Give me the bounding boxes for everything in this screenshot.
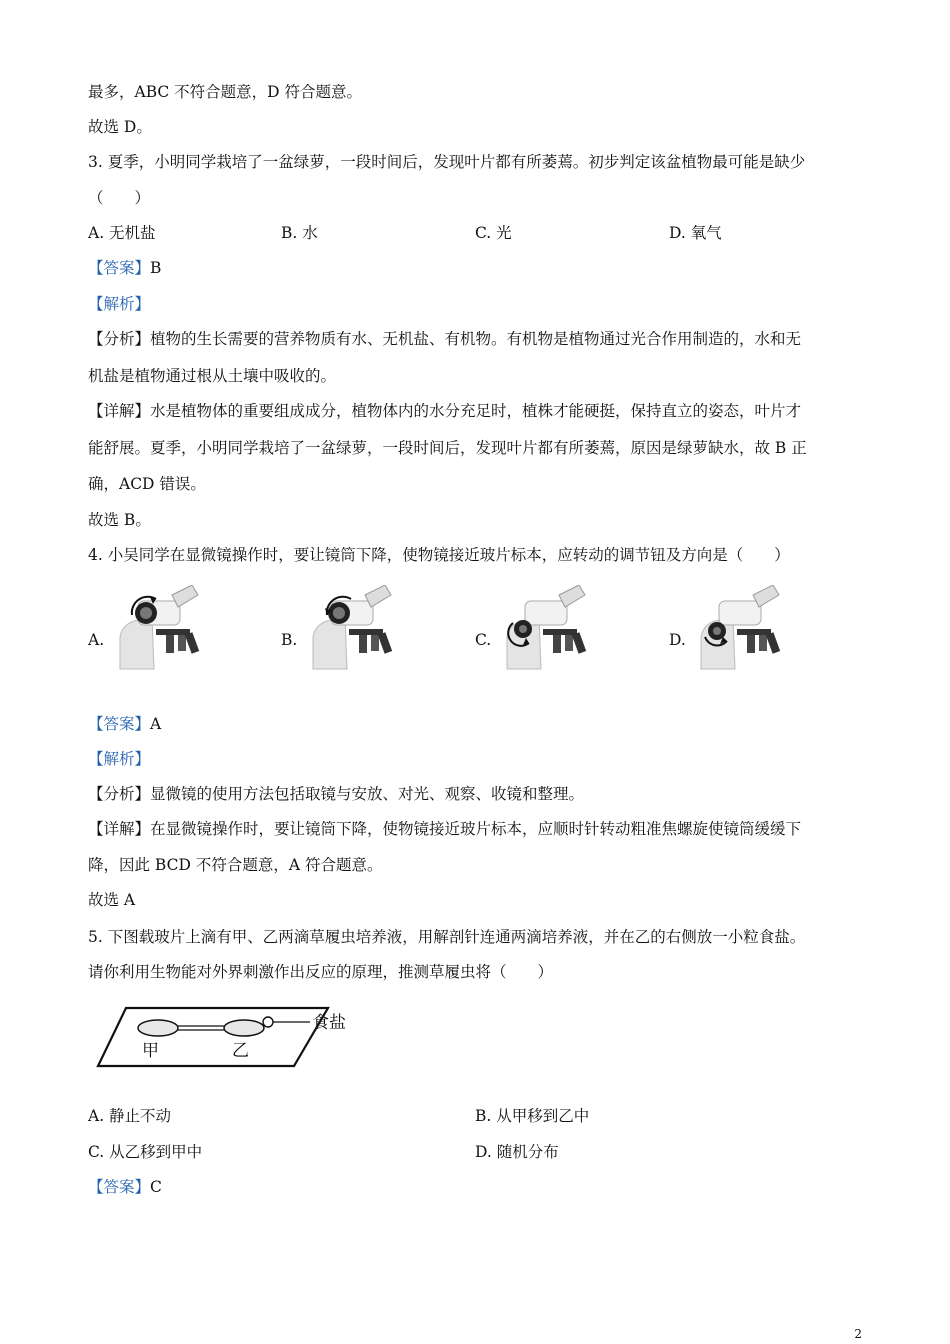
- q3-option-b: B. 水: [281, 224, 318, 242]
- q3-conclusion: 故选 B。: [88, 511, 151, 529]
- q3-stem-bracket: （ ）: [88, 189, 151, 207]
- q5-option-a: A. 静止不动: [88, 1107, 172, 1125]
- answer-value: C: [150, 1178, 162, 1196]
- q5-option-d: D. 随机分布: [475, 1143, 559, 1161]
- q5-answer: [88, 1177, 162, 1197]
- detail-text: 在显微镜操作时，要让镜筒下降，使物镜接近玻片标本，应顺时针转动粗准焦螺旋使镜筒缓缓下: [150, 820, 802, 838]
- q3-detail-line-2: 能舒展。夏季，小明同学栽培了一盆绿萝，一段时间后，发现叶片都有所萎蔫，原因是绿萝缺水，故 B 正: [88, 439, 807, 457]
- detail-text: 水是植物体的重要组成成分，植物体内的水分充足时，植株才能硬挺，保持直立的姿态，叶片才: [150, 402, 802, 420]
- q4-conclusion: 故选 A: [88, 891, 136, 909]
- microscope-c-image: [499, 585, 594, 670]
- yi-label: 乙: [232, 1041, 249, 1061]
- slide-diagram: [96, 1004, 358, 1068]
- q4-fenxi: [88, 784, 584, 804]
- detail-tag: 【详解】: [88, 402, 151, 420]
- answer-value: B: [150, 259, 162, 277]
- microscope-d-image: [693, 585, 788, 670]
- q3-answer: [88, 258, 161, 278]
- q3-option-c: C. 光: [475, 224, 512, 242]
- q3-stem: 3. 夏季，小明同学栽培了一盆绿萝，一段时间后，发现叶片都有所萎蔫。初步判定该盆植物最可能是缺少: [88, 153, 806, 171]
- glass-slide: [98, 1008, 328, 1066]
- fenxi-tag: 【分析】: [88, 785, 151, 803]
- q4-analysis-tag: 【解析】: [88, 750, 151, 768]
- q3-analysis-tag: 【解析】: [88, 295, 151, 313]
- q4-detail-line-2: 降，因此 BCD 不符合题意，A 符合题意。: [88, 856, 383, 874]
- answer-tag: 【答案】: [88, 259, 151, 277]
- q5-option-c: C. 从乙移到甲中: [88, 1143, 203, 1161]
- q4-option-d: D.: [669, 631, 686, 649]
- salt-grain: [263, 1017, 273, 1027]
- q5-stem-line-1: 5. 下图载玻片上滴有甲、乙两滴草履虫培养液，用解剖针连通两滴培养液，并在乙的右侧放一小粒食盐。: [88, 928, 806, 946]
- q4-option-a: A.: [88, 631, 105, 649]
- page-number: 2: [854, 1327, 862, 1341]
- drop-yi: [224, 1020, 264, 1036]
- answer-tag: 【答案】: [88, 715, 151, 733]
- detail-tag: 【详解】: [88, 820, 151, 838]
- q3-fenxi-line-2: 机盐是植物通过根从土壤中吸收的。: [88, 367, 337, 385]
- microscope-b-image: [305, 585, 400, 670]
- q3-option-a: A. 无机盐: [88, 224, 156, 242]
- q4-detail-line-1: [88, 819, 858, 839]
- q3-detail-line-3: 确，ACD 错误。: [88, 475, 206, 493]
- q5-stem-line-2: 请你利用生物能对外界刺激作出反应的原理，推测草履虫将（ ）: [88, 963, 554, 981]
- fenxi-text: 植物的生长需要的营养物质有水、无机盐、有机物。有机物是植物通过光合作用制造的，水和无: [150, 330, 802, 348]
- q4-answer: [88, 714, 161, 734]
- jia-label: 甲: [142, 1041, 159, 1061]
- q4-option-c: C.: [475, 631, 492, 649]
- q4-stem: 4. 小吴同学在显微镜操作时，要让镜筒下降，使物镜接近玻片标本，应转动的调节钮及方向是（ ）: [88, 546, 790, 564]
- intro-line-1: 最多，ABC 不符合题意，D 符合题意。: [88, 83, 363, 101]
- salt-label: 食盐: [312, 1013, 346, 1033]
- fenxi-tag: 【分析】: [88, 330, 151, 348]
- q5-option-b: B. 从甲移到乙中: [475, 1107, 590, 1125]
- q3-fenxi-line-1: [88, 329, 858, 349]
- drop-jia: [138, 1020, 178, 1036]
- answer-value: A: [150, 715, 162, 733]
- answer-tag: 【答案】: [88, 1178, 151, 1196]
- q3-detail-line-1: [88, 401, 858, 421]
- microscope-a-image: [112, 585, 207, 670]
- intro-line-2: 故选 D。: [88, 118, 152, 136]
- q4-option-b: B.: [281, 631, 298, 649]
- fenxi-text: 显微镜的使用方法包括取镜与安放、对光、观察、收镜和整理。: [150, 785, 585, 803]
- q3-option-d: D. 氧气: [669, 224, 722, 242]
